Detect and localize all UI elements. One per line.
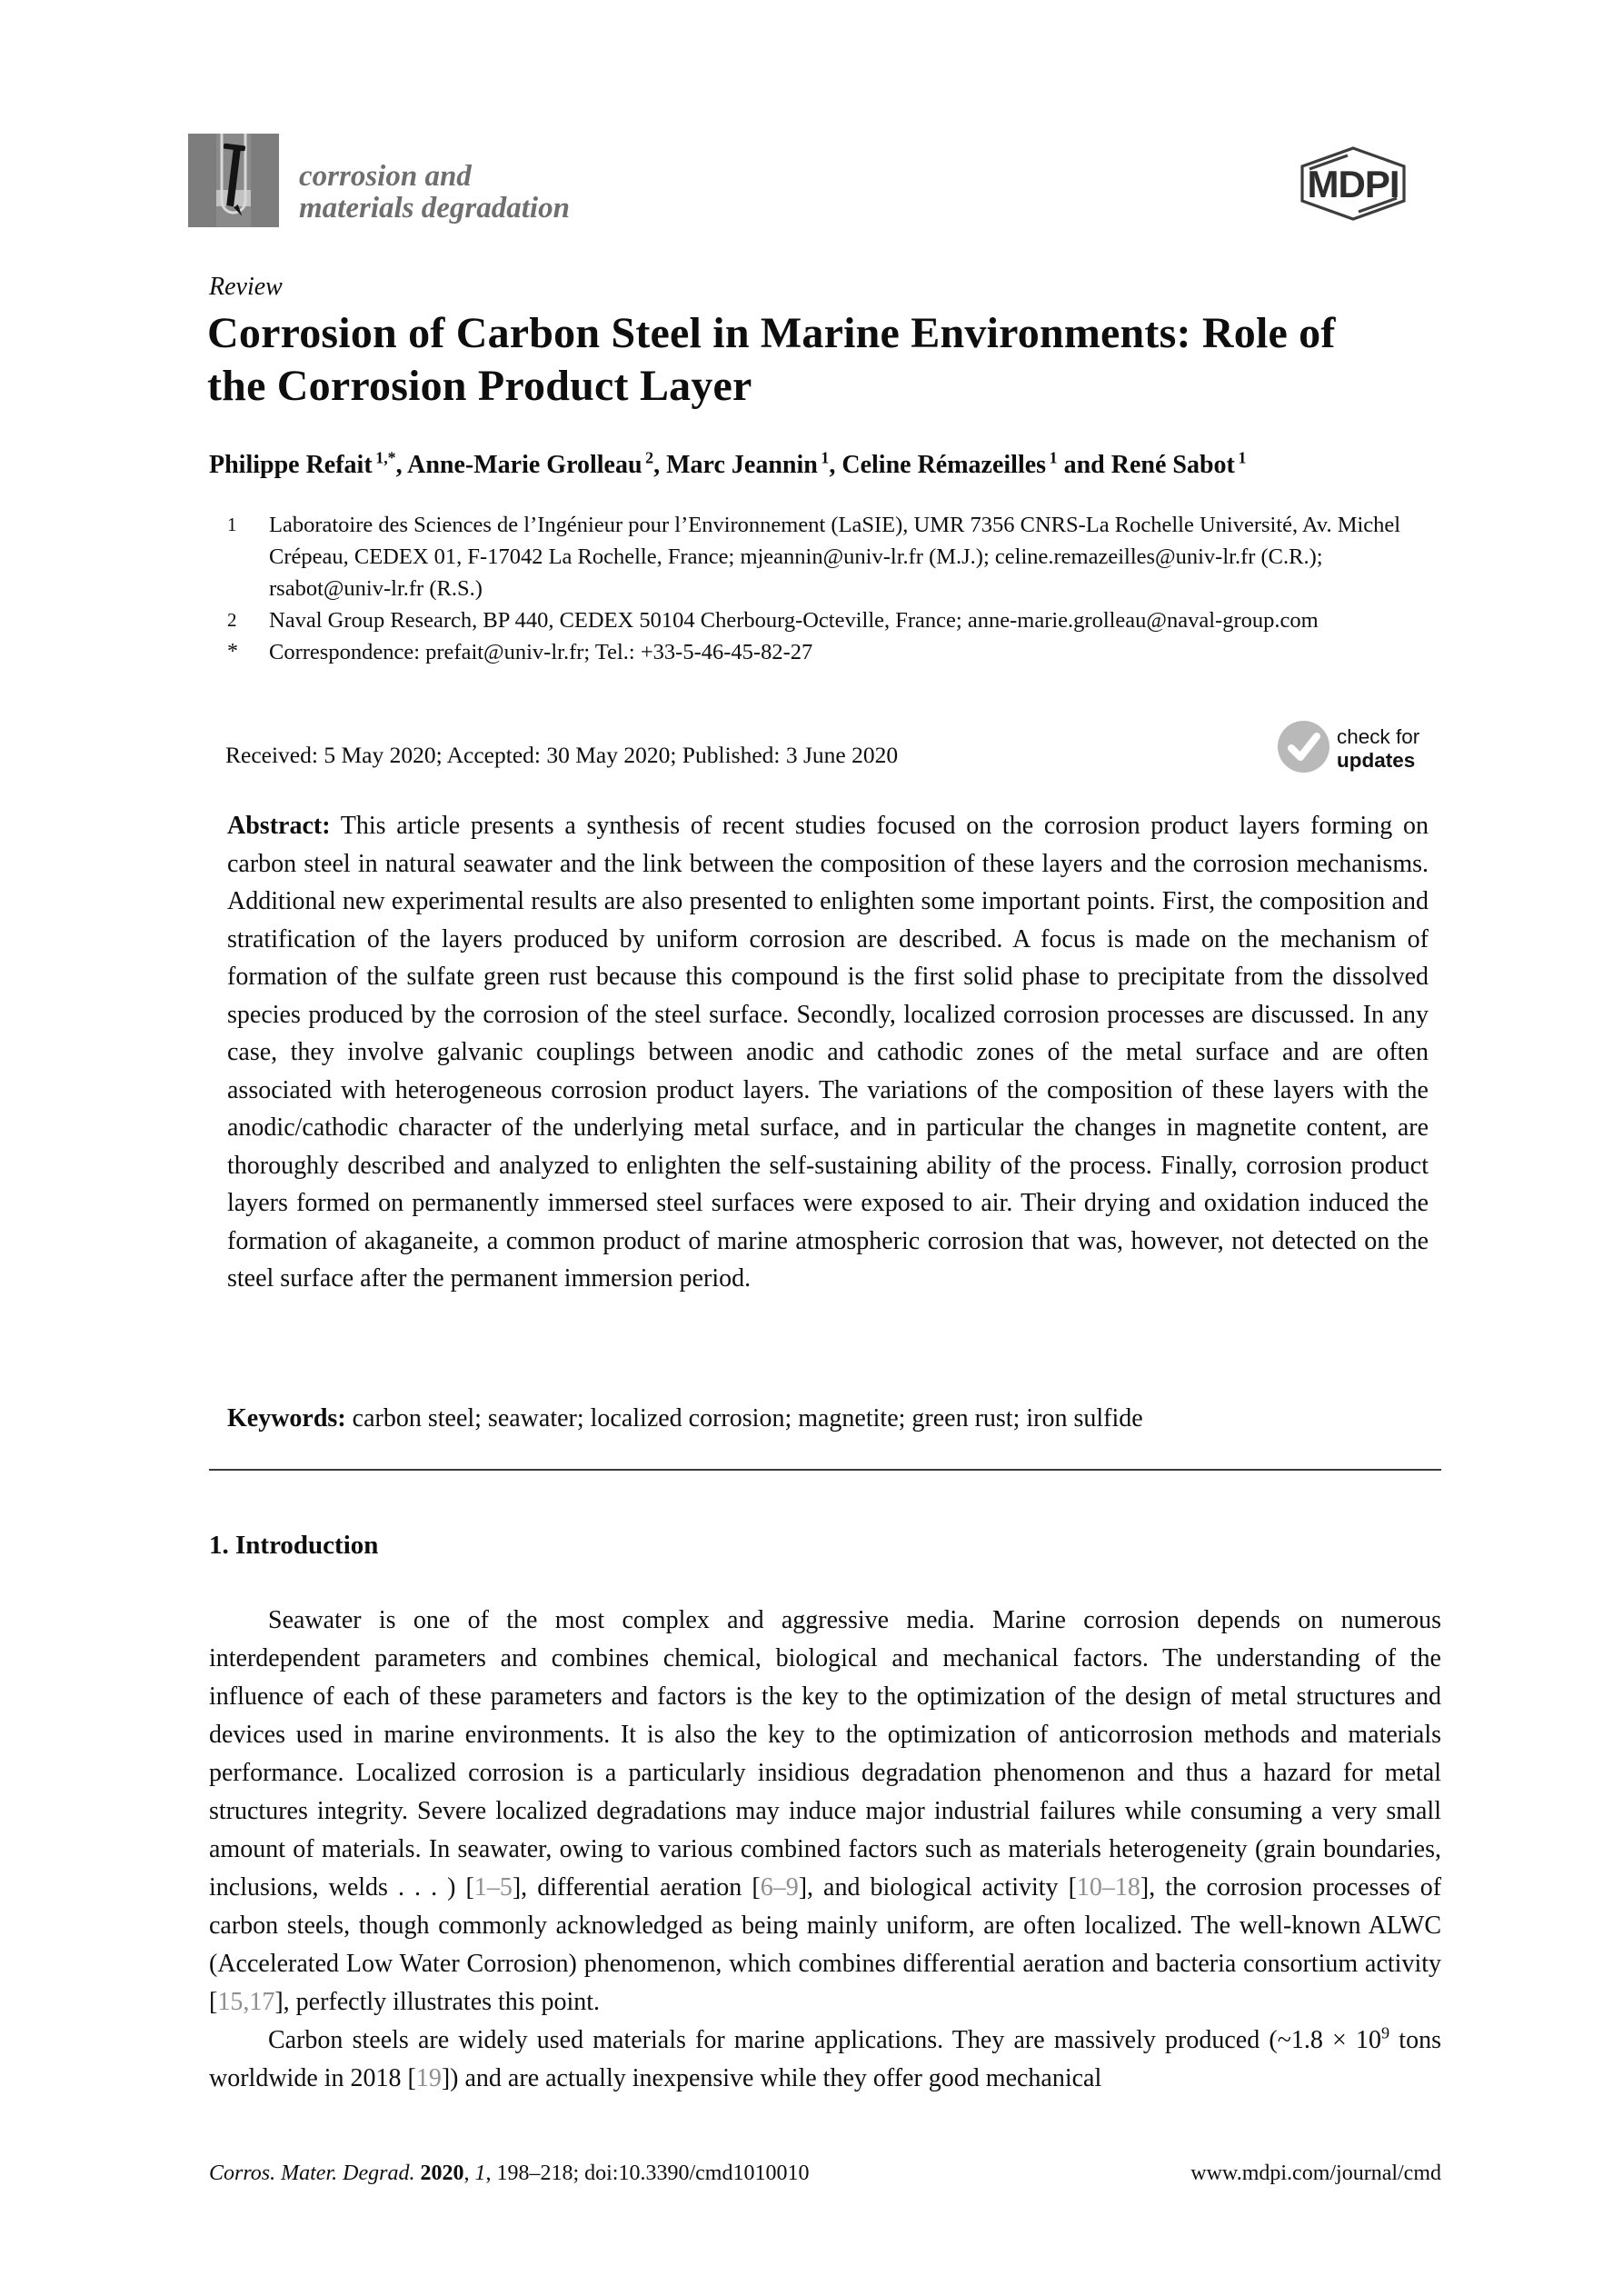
citation-link[interactable]: 6–9 <box>760 1872 799 1902</box>
paragraph: Seawater is one of the most complex and aggressive media. Marine corrosion depends on numerous interdependent parameters and combines chemical, biological and mechanical factors. The understanding of the influence of each of these parameters and factors is the key to the optimization of the design of metal structures and devices used in marine environments. It is also the key to the optimization of anticorrosion methods and materials performance. Localized corrosion is a particularly insidious degradation phenomenon and thus a hazard for metal structures integrity. Severe localized degradations may induce major industrial failures while consuming a very small amount of materials. In seawater, owing to various combined factors such as materials heterogeneity (grain boundaries, inclusions, welds . . . ) [1–5], differential aeration [6–9], and biological activity [10–18], the corrosion processes of carbon steels, though commonly acknowledged as being mainly uniform, are often localized. The well-known ALWC (Accelerated Low Water Corrosion) phenomenon, which combines differential aeration and bacteria consortium activity [15,17], perfectly illustrates this point. <box>209 1605 1442 2016</box>
affiliation-row: 1 Laboratoire des Sciences de l’Ingénieur pour l’Environnement (LaSIE), UMR 7356 CNRS-La Rochelle Université, Av. Michel Crépeau, CEDEX 01, F-17042 La Rochelle, France; mjeannin@univ-lr.fr (M.J.); celine.remazeilles@univ-lr.fr (C.R.); rsabot@univ-lr.fr (R.S.) <box>227 513 1401 601</box>
journal-logo-icon <box>188 134 279 227</box>
keywords-text: carbon steel; seawater; localized corrosion; magnetite; green rust; iron sulfide <box>352 1404 1143 1433</box>
abstract-label: Abstract: <box>227 812 331 840</box>
journal-logo <box>188 134 570 227</box>
footer-journal-url[interactable]: www.mdpi.com/journal/cmd <box>1190 2161 1441 2185</box>
citation-link[interactable]: 10–18 <box>1076 1872 1140 1902</box>
article-type-label: Review <box>209 273 283 301</box>
svg-text:MDPI: MDPI <box>1307 163 1399 205</box>
section-introduction <box>209 1530 1441 2098</box>
author-list: Philippe Refait $^{1,*}$, Anne-Marie Grolleau $^2$, Marc Jeannin $^1$, Celine Rémazeilles $^1$ and René Sabot $^1$ <box>209 448 1247 479</box>
journal-name: corrosion and materials degradation <box>299 159 570 225</box>
footer-citation: Corros. Mater. Degrad. 2020, 1, 198–218; doi:10.3390/cmd1010010 <box>209 2161 810 2185</box>
citation-link[interactable]: 15,17 <box>217 1987 275 2016</box>
mdpi-logo[interactable] <box>1295 145 1411 226</box>
abstract <box>227 807 1429 1298</box>
abstract-text: This article presents a synthesis of recent studies focused on the corrosion product layers forming on carbon steel in natural seawater and the link between the composition of these layers and the corrosion mechanisms. Additional new experimental results are also presented to enlighten some important points. First, the composition and stratification of the layers produced by uniform corrosion are described. A focus is made on the mechanism of formation of the sulfate green rust because this compound is the first solid phase to precipitate from the dissolved species produced by the corrosion of the steel surface. Secondly, localized corrosion processes are discussed. In any case, they involve galvanic couplings between anodic and cathodic zones of the metal surface and are often associated with heterogeneous corrosion product layers. The variations of the composition of these layers with the anodic/cathodic character of the underlying metal surface, and in particular the changes in magnetite content, are thoroughly described and analyzed to enlighten the self-sustaining ability of the process. Finally, corrosion product layers formed on permanently immersed steel surfaces were exposed to air. Their drying and oxidation induced the formation of akaganeite, a common product of marine atmospheric corrosion that was, however, not detected on the steel surface after the permanent immersion period. <box>227 812 1429 1293</box>
keywords <box>227 1400 1429 1438</box>
section-heading: 1. Introduction <box>209 1531 379 1560</box>
divider-rule <box>209 1469 1441 1471</box>
citation-link[interactable]: 1–5 <box>473 1872 513 1902</box>
check-for-updates-label: check for updates <box>1337 725 1420 772</box>
keywords-label: Keywords: <box>227 1404 346 1433</box>
checkmark-icon <box>1278 721 1329 777</box>
citation-link[interactable]: 19 <box>415 2063 442 2092</box>
affiliation-row: * Correspondence: prefait@univ-lr.fr; Tel.: +33-5-46-45-82-27 <box>227 640 813 664</box>
page-title: Corrosion of Carbon Steel in Marine Environments: Role of the Corrosion Product Layer <box>207 309 1336 410</box>
paragraph: Carbon steels are widely used materials for marine applications. They are massively produced (~1.8 × $10^9$ tons worldwide in 2018 [19]) and are actually inexpensive while they offer good mechanical <box>209 2023 1441 2092</box>
affiliation-list <box>227 509 1418 668</box>
page-footer <box>209 2161 1441 2186</box>
check-for-updates-badge[interactable] <box>1278 721 1419 777</box>
dates-line: Received: 5 May 2020; Accepted: 30 May 2020; Published: 3 June 2020 <box>225 742 899 768</box>
affiliation-row: 2 Naval Group Research, BP 440, CEDEX 50104 Cherbourg-Octeville, France; anne-marie.grolleau@naval-group.com <box>227 608 1319 633</box>
